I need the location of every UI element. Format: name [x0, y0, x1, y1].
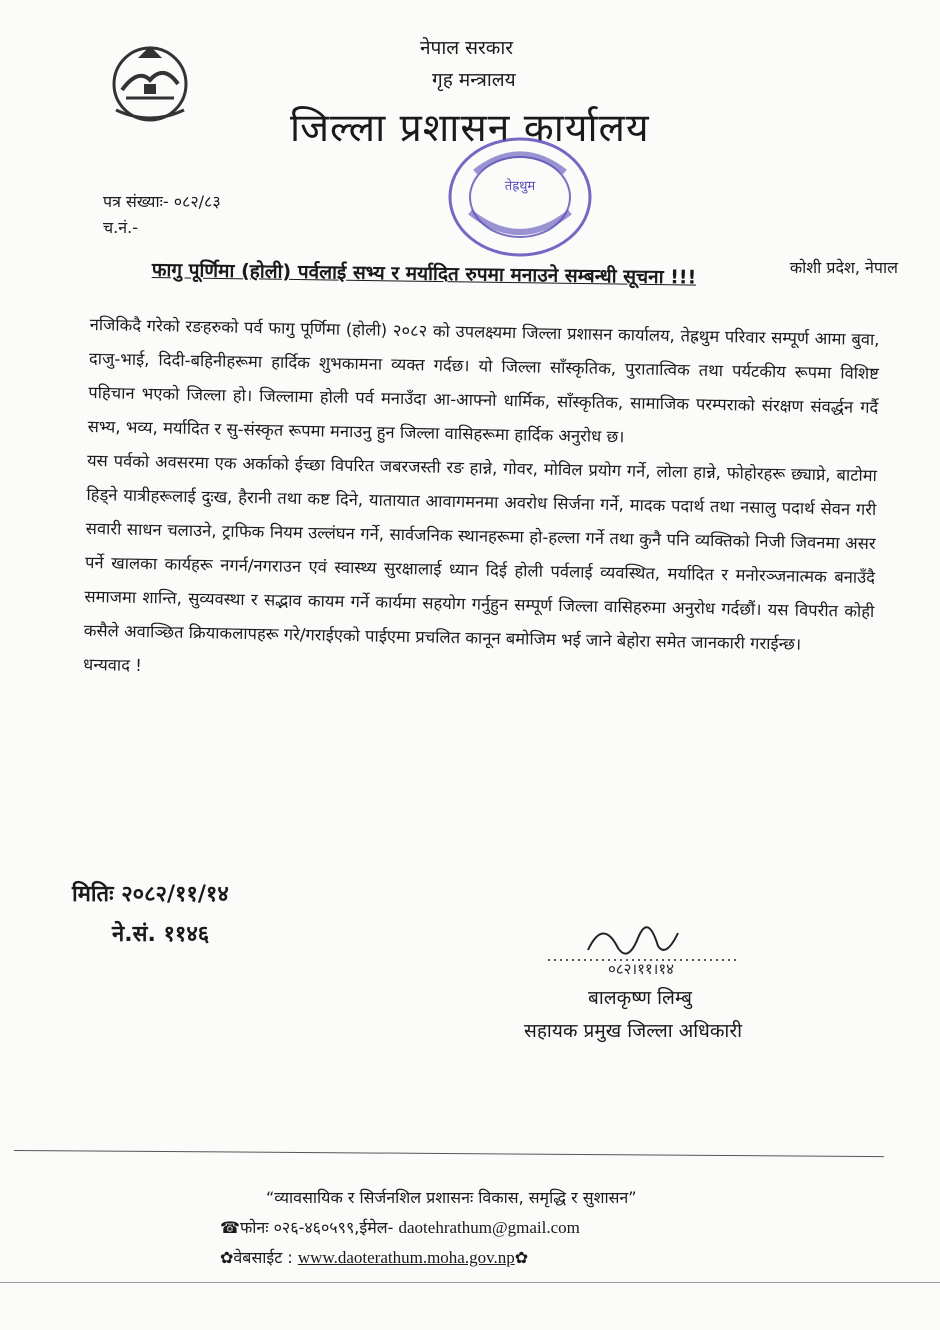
ornament-icon: ✿ — [514, 1248, 529, 1267]
email-link[interactable]: daotehrathum@gmail.com — [398, 1218, 580, 1237]
body-paragraph-1: नजिकिदै गरेको रङहरुको पर्व फागु पूर्णिमा (होली) २०८२ को उपलक्ष्यमा जिल्ला प्रशासन कार्यालय, तेह्रथुम परिवार सम्पूर्ण आमा बुवा, दाजु-भाई, दिदी-बहिनीहरूमा हार्दिक शुभकामना व्यक्त गर्दछ। यो जिल्ला साँस्कृतिक, पुरातात्विक तथा पर्यटकीय रूपमा विशिष्ट पहिचान भएको जिल्ला हो। जिल्लामा होली पर्व मनाउँदा आ-आफ्नो धार्मिक, साँस्कृतिक, सामाजिक परम्पराको संरक्षण संवर्द्धन गर्दै सभ्य, भव्य, मर्यादित र सु-संस्कृत रूपमा मनाउनु हुन जिल्ला वासिहरूमा हार्दिक अनुरोध छ। — [87, 314, 880, 447]
signature — [548, 908, 748, 978]
signature-date: ०८२।११।१४ — [608, 960, 674, 978]
footer-website — [220, 1246, 528, 1268]
letter-number: पत्र संख्याः- ०८२/८३ — [103, 192, 221, 211]
notice-subject: फागु पूर्णिमा (होली) पर्वलाई सभ्य र मर्यादित रुपमा मनाउने सम्बन्धी सूचना !!! — [151, 258, 697, 289]
footer-divider — [14, 1150, 884, 1157]
province-label: कोशी प्रदेश, नेपाल — [789, 258, 898, 277]
office-title: जिल्ला प्रशासन कार्यालय — [290, 106, 650, 151]
signatory-title: सहायक प्रमुख जिल्ला अधिकारी — [524, 1020, 743, 1042]
page-edge-line — [0, 1282, 940, 1283]
thanks-line: धन्यवाद ! — [82, 654, 142, 676]
ornament-icon: ✿ — [220, 1248, 234, 1267]
nepal-sambat-date: ने.सं. ११४६ — [112, 922, 210, 947]
footer-contact — [220, 1216, 580, 1238]
office-stamp — [440, 132, 600, 262]
government-name: नेपाल सरकार — [420, 37, 514, 59]
dispatch-number: च.नं.- — [103, 218, 138, 237]
body-paragraph-2: यस पर्वको अवसरमा एक अर्काको ईच्छा विपरित जबरजस्ती रङ हान्ने, गोवर, मोविल प्रयोग गर्ने, लोला हान्ने, फोहोरहरू छ्याप्ने, बाटोमा हिड्ने यात्रीहरूलाई दुःख, हैरानी तथा कष्ट दिने, यातायात आवागमनमा अवरोध सिर्जना गर्ने, मादक पदार्थ तथा नसालु पदार्थ सेवन गरी सवारी साधन चलाउने, ट्राफिक नियम उल्लंघन गर्ने, सार्वजनिक स्थानहरूमा हो-हल्ला गर्ने तथा कुनै पनि व्यक्तिको निजी जिवनमा असर पर्ने खालका कार्यहरू नगर्न/नगराउन एवं स्वास्थ्य सुरक्षालाई ध्यान दिई होली पर्वलाई व्यवस्थित, मर्यादित र मनोरञ्जनात्मक बनाउँदै समाजमा शान्ति, सुव्यवस्था र सद्भाव कायम गर्ने कार्यमा सहयोग गर्नुहुन सम्पूर्ण जिल्ला वासिहरुमा अनुरोध गर्दछौं। यस विपरीत कोही कसैले अवाञ्छित क्रियाकलापहरू गरे/गराईएको पाईएमा प्रचलित कानून बमोजिम भई जाने बेहोरा समेत जानकारी गराईन्छ। — [83, 450, 878, 654]
ministry-name: गृह मन्त्रालय — [432, 69, 516, 91]
nepal-emblem-icon — [108, 40, 192, 124]
stamp-text: तेह्रथुम — [504, 179, 536, 194]
footer-motto: “व्यावसायिक र सिर्जनशिल प्रशासनः विकास, समृद्धि र सुशासन” — [266, 1188, 637, 1207]
phone-text: फोनः ०२६-४६०५९९,ईमेल- — [239, 1218, 394, 1237]
website-link[interactable]: www.daoterathum.moha.gov.np — [297, 1248, 515, 1267]
web-label: वेबसाईट : — [233, 1248, 293, 1267]
phone-icon: ☎ — [220, 1218, 240, 1237]
notice-body — [83, 308, 880, 697]
date-bs: मितिः २०८२/११/१४ — [72, 882, 229, 907]
signatory-name: बालकृष्ण लिम्बु — [588, 987, 692, 1009]
